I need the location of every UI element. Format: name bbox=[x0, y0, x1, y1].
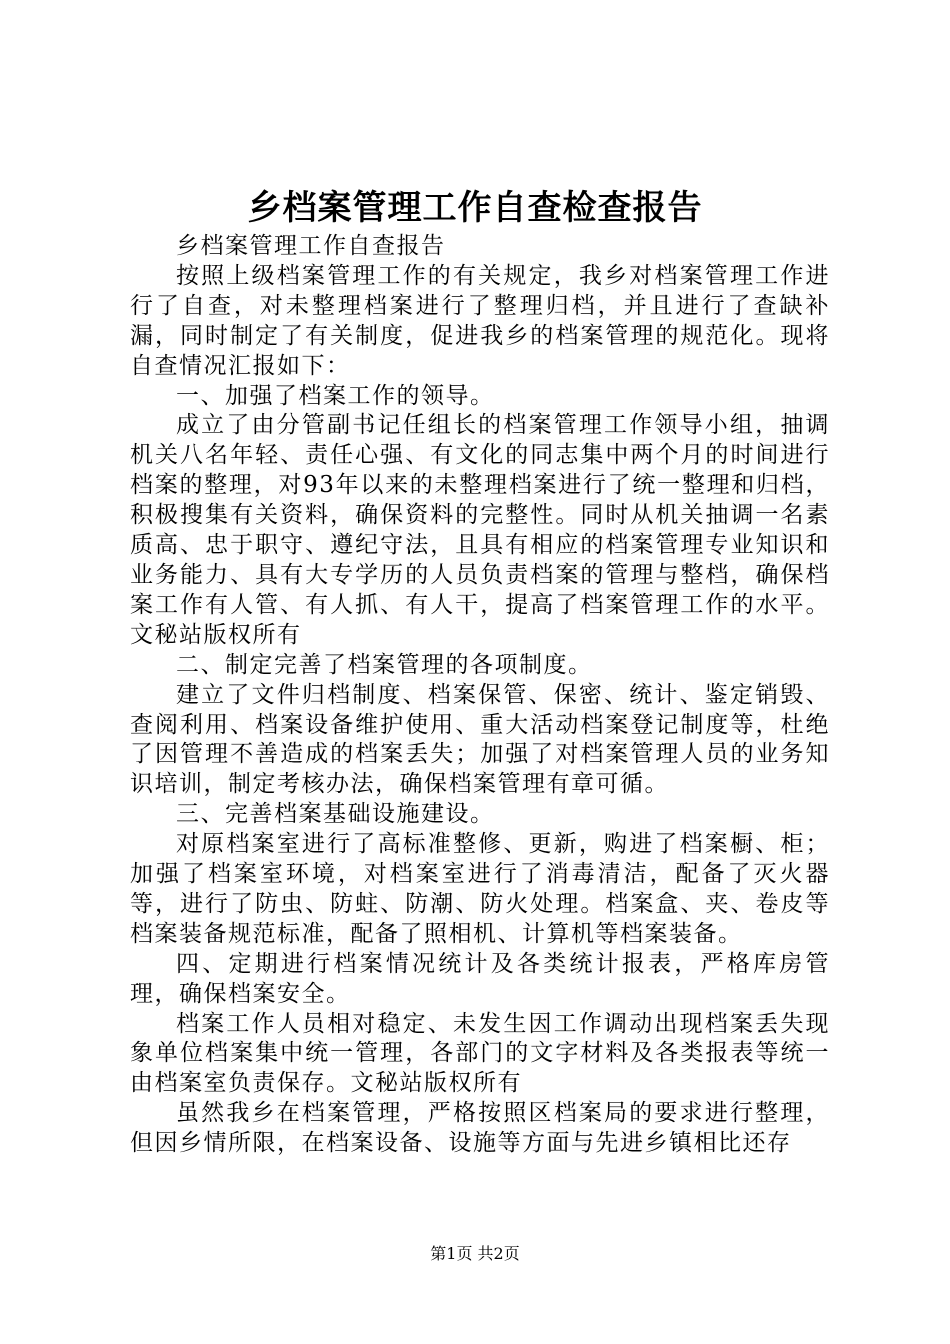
paragraph: 虽然我乡在档案管理，严格按照区档案局的要求进行整理，但因乡情所限，在档案设备、设施等方面与先进乡镇相比还存 bbox=[130, 1100, 830, 1157]
paragraph: 乡档案管理工作自查报告 bbox=[176, 233, 446, 259]
paragraph: 档案工作人员相对稳定、未发生因工作调动出现档案丢失现象单位档案集中统一管理，各部门的文字材料及各类报表等统一由档案室负责保存。文秘站版权所有 bbox=[130, 1010, 830, 1097]
document-body bbox=[130, 232, 830, 1159]
paragraph: 按照上级档案管理工作的有关规定，我乡对档案管理工作进行了自查，对未整理档案进行了整理归档，并且进行了查缺补漏，同时制定了有关制度，促进我乡的档案管理的规范化。现将自查情况汇报如下： bbox=[130, 262, 830, 379]
section-heading: 二、制定完善了档案管理的各项制度。 bbox=[176, 651, 593, 678]
paragraph: 成立了由分管副书记任组长的档案管理工作领导小组，抽调机关八名年轻、责任心强、有文化的同志集中两个月的时间进行档案的整理，对93年以来的未整理档案进行了统一整理和归档，积极搜集有关资料，确保资料的完整性。同时从机关抽调一名素质高、忠于职守、遵纪守法，且具有相应的档案管理专业知识和业务能力、具有大专学历的人员负责档案的管理与整档，确保档案工作有人管、有人抓、有人干，提高了档案管理工作的水平。文秘站版权所有 bbox=[130, 412, 830, 648]
section-heading: 三、完善档案基础设施建设。 bbox=[176, 801, 495, 828]
paragraph: 建立了文件归档制度、档案保管、保密、统计、鉴定销毁、查阅利用、档案设备维护使用、重大活动档案登记制度等，杜绝了因管理不善造成的档案丢失；加强了对档案管理人员的业务知识培训，制定考核办法，确保档案管理有章可循。 bbox=[130, 681, 830, 798]
section-heading: 一、加强了档案工作的领导。 bbox=[176, 382, 495, 409]
section-heading: 四、定期进行档案情况统计及各类统计报表，严格库房管理，确保档案安全。 bbox=[130, 950, 830, 1007]
document-title: 乡档案管理工作自查检查报告 bbox=[247, 188, 703, 228]
page-footer: 第1页 共2页 bbox=[430, 1244, 520, 1263]
paragraph: 对原档案室进行了高标准整修、更新，购进了档案橱、柜；加强了档案室环境，对档案室进行了消毒清洁，配备了灭火器等，进行了防虫、防蛀、防潮、防火处理。档案盒、夹、卷皮等档案装备规范标准，配备了照相机、计算机等档案装备。 bbox=[130, 831, 830, 947]
